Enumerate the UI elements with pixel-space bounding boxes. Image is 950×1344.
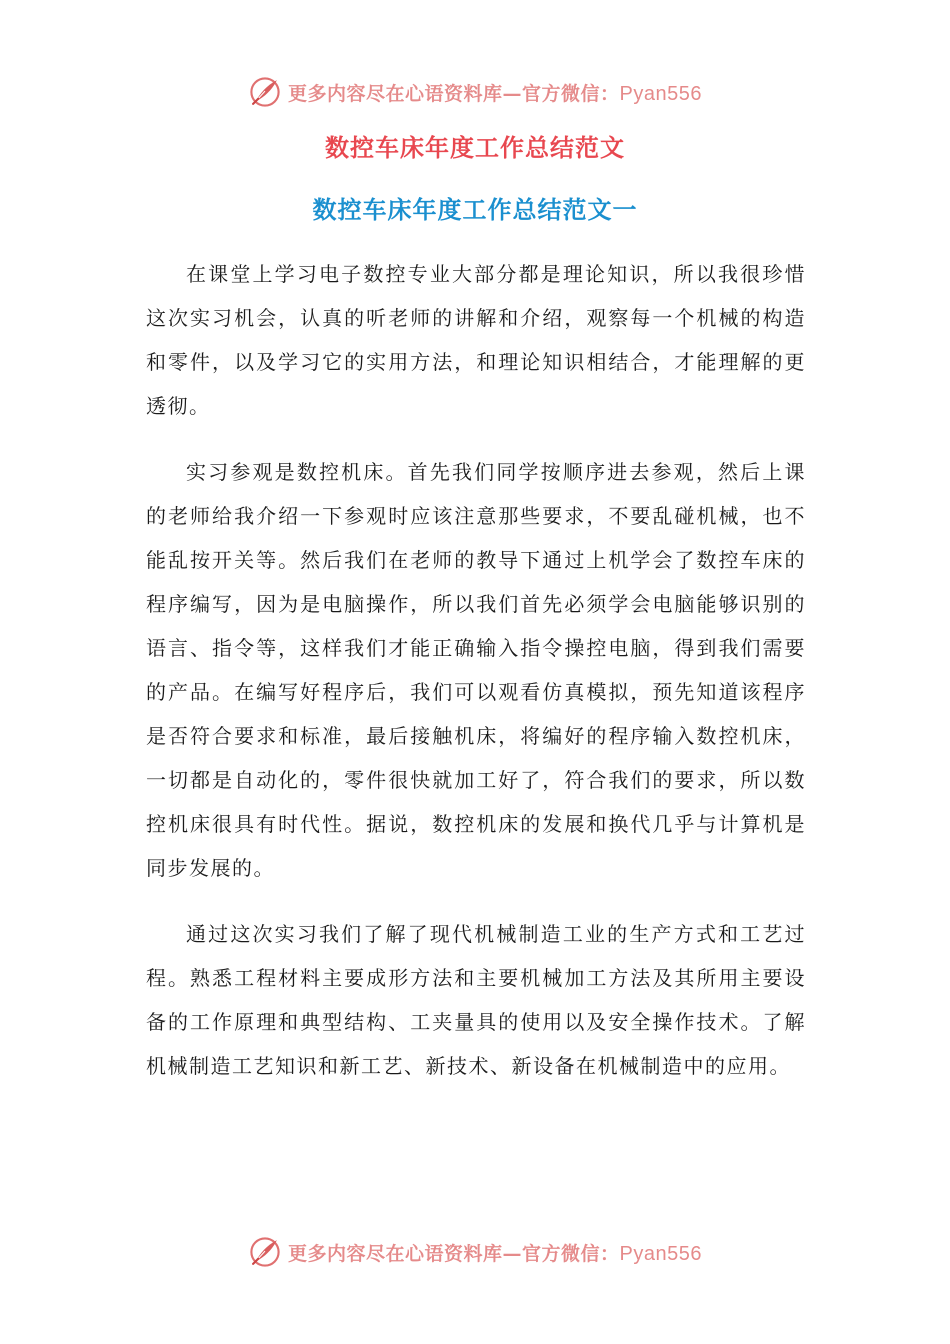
watermark-wechat-id: Pyan556 (619, 82, 702, 105)
watermark-label: 更多内容尽在心语资料库—官方微信： (288, 1242, 620, 1265)
document-title: 数控车床年度工作总结范文 (325, 134, 625, 162)
feather-pen-logo-icon (248, 75, 282, 109)
section-title: 数控车床年度工作总结范文一 (312, 196, 638, 224)
paragraph-1: 在课堂上学习电子数控专业大部分都是理论知识，所以我很珍惜这次实习机会，认真的听老师的讲解和介绍，观察每一个机械的构造和零件，以及学习它的实用方法，和理论知识相结合，才能理解的更透彻。 (146, 262, 806, 418)
feather-pen-logo-icon (248, 1235, 282, 1269)
paragraph-3: 通过这次实习我们了解了现代机械制造工业的生产方式和工艺过程。熟悉工程材料主要成形方法和主要机械加工方法及其所用主要设备的工作原理和典型结构、工夹量具的使用以及安全操作技术。了解机械制造工艺知识和新工艺、新技术、新设备在机械制造中的应用。 (146, 922, 806, 1078)
watermark-label: 更多内容尽在心语资料库—官方微信： (288, 82, 620, 105)
header-watermark (0, 72, 950, 112)
watermark-text (288, 79, 702, 106)
document-body (146, 252, 806, 1110)
footer-watermark (0, 1232, 950, 1272)
paragraph-2: 实习参观是数控机床。首先我们同学按顺序进去参观，然后上课的老师给我介绍一下参观时应该注意那些要求，不要乱碰机械，也不能乱按开关等。然后我们在老师的教导下通过上机学会了数控车床的程序编写，因为是电脑操作，所以我们首先必须学会电脑能够识别的语言、指令等，这样我们才能正确输入指令操控电脑，得到我们需要的产品。在编写好程序后，我们可以观看仿真模拟，预先知道该程序是否符合要求和标准，最后接触机床，将编好的程序输入数控机床， 一切都是自动化的，零件很快就加工好了，符合我们的要求，所以数控机床很具有时代性。据说，数控机床的发展和换代几乎与计算机是同步发展的。 (146, 460, 806, 880)
watermark-text (288, 1239, 702, 1266)
watermark-wechat-id: Pyan556 (619, 1242, 702, 1265)
